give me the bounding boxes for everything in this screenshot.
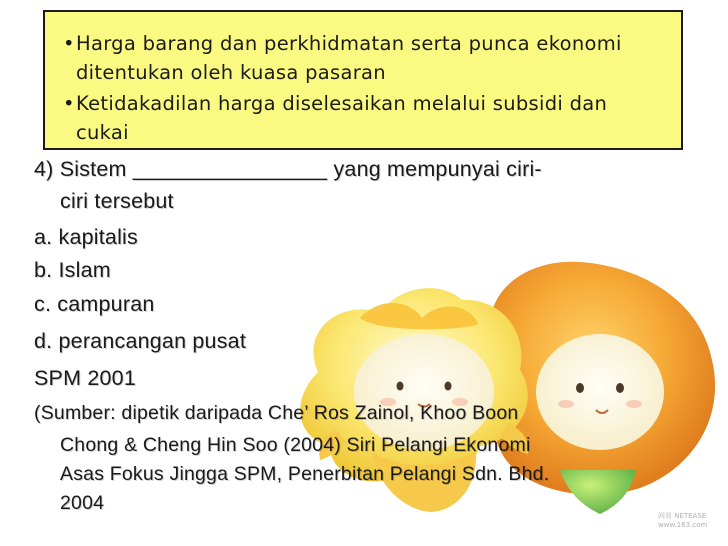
- option-d: d. perancangan pusat: [34, 329, 246, 353]
- option-c: c. campuran: [34, 292, 155, 316]
- source-line-1: (Sumber: dipetik daripada Che’ Ros Zainol, Khoo Boon: [34, 402, 519, 424]
- question-line-2: ciri tersebut: [60, 189, 174, 213]
- watermark-url: www.163.com: [658, 521, 708, 529]
- note-bullet-1: [63, 32, 622, 55]
- bullet-icon: •: [63, 92, 75, 115]
- question-line-1: 4) Sistem ________________ yang mempunyai ciri-: [34, 157, 542, 181]
- note-text-1-cont: ditentukan oleh kuasa pasaran: [76, 61, 386, 84]
- netease-watermark: [658, 512, 710, 534]
- note-box: [43, 10, 683, 150]
- note-bullet-2: [63, 92, 607, 115]
- bullet-icon: •: [63, 32, 75, 55]
- source-line-2: Chong & Cheng Hin Soo (2004) Siri Pelangi Ekonomi: [60, 434, 531, 456]
- source-line-3: Asas Fokus Jingga SPM, Penerbitan Pelangi Sdn. Bhd.: [60, 463, 550, 485]
- exam-label: SPM 2001: [34, 366, 136, 390]
- note-text-2-cont: cukai: [76, 121, 129, 144]
- note-text-1: Harga barang dan perkhidmatan serta punca ekonomi: [76, 32, 622, 55]
- option-b: b. Islam: [34, 258, 111, 282]
- note-text-2: Ketidakadilan harga diselesaikan melalui subsidi dan: [76, 92, 608, 115]
- source-line-4: 2004: [60, 492, 105, 514]
- watermark-brand: 网易 NETEASE: [658, 512, 707, 520]
- option-a: a. kapitalis: [34, 225, 138, 249]
